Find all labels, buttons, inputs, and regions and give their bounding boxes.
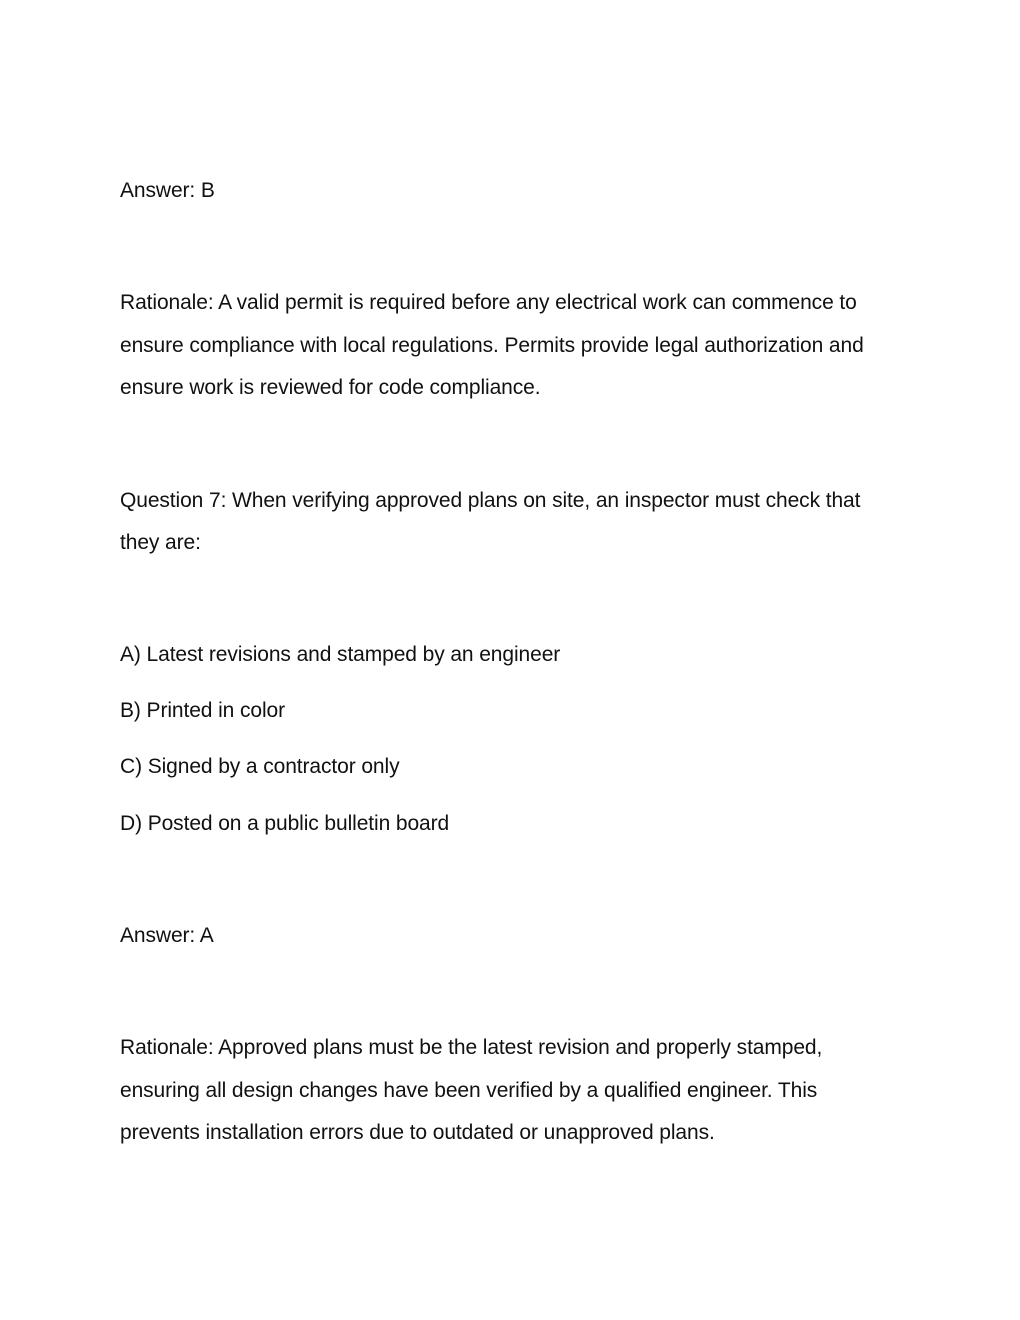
question-7-answer: Answer: A xyxy=(120,924,214,947)
previous-rationale-line-2: ensure compliance with local regulations. Permits provide legal authorization and xyxy=(120,334,864,357)
question-7-rationale-line-2: ensuring all design changes have been verified by a qualified engineer. This xyxy=(120,1079,818,1102)
option-c: C) Signed by a contractor only xyxy=(120,755,400,778)
option-d: D) Posted on a public bulletin board xyxy=(120,812,450,835)
previous-rationale-line-1: Rationale: A valid permit is required before any electrical work can commence to xyxy=(120,291,857,314)
question-7-text-line-2: they are: xyxy=(120,531,201,554)
question-7-rationale-line-1: Rationale: Approved plans must be the latest revision and properly stamped, xyxy=(120,1036,823,1059)
previous-rationale-line-3: ensure work is reviewed for code compliance. xyxy=(120,376,541,399)
option-a: A) Latest revisions and stamped by an engineer xyxy=(120,643,561,666)
question-7-text-line-1: Question 7: When verifying approved plans on site, an inspector must check that xyxy=(120,489,861,512)
option-b: B) Printed in color xyxy=(120,699,286,722)
question-7-rationale-line-3: prevents installation errors due to outdated or unapproved plans. xyxy=(120,1121,715,1144)
previous-answer: Answer: B xyxy=(120,179,215,202)
